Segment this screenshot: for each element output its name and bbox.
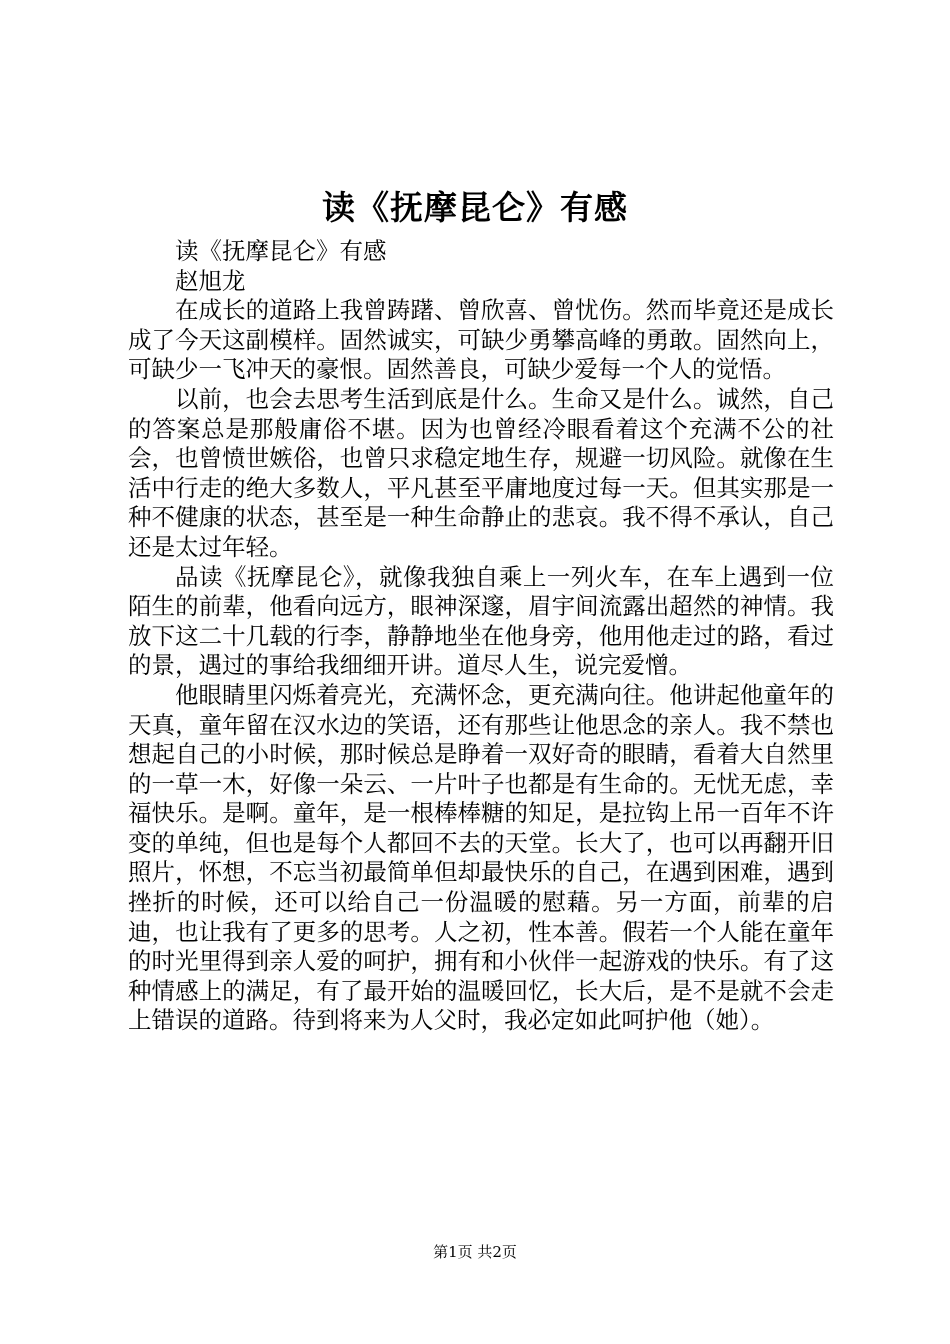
document-body — [128, 237, 834, 1036]
subtitle-line: 读《抚摩昆仑》有感 — [175, 237, 387, 265]
document-title: 读《抚摩昆仑》有感 — [322, 188, 628, 227]
paragraph-2: 以前，也会去思考生活到底是什么。生命又是什么。诚然，自己的答案总是那般庸俗不堪。因为也曾经冷眼看着这个充满不公的社会，也曾愤世嫉俗，也曾只求稳定地生存，规避一切风险。就像在生活中行走的绝大多数人，平凡甚至平庸地度过每一天。但其实那是一种不健康的状态，甚至是一种生命静止的悲哀。我不得不承认，自己还是太过年轻。 — [128, 384, 834, 561]
page-footer: 第1页 共2页 — [433, 1243, 517, 1261]
paragraph-4: 他眼睛里闪烁着亮光，充满怀念，更充满向往。他讲起他童年的天真，童年留在汉水边的笑语，还有那些让他思念的亲人。我不禁也想起自己的小时候，那时候总是睁着一双好奇的眼睛，看着大自然里的一草一木，好像一朵云、一片叶子也都是有生命的。无忧无虑，幸福快乐。是啊。童年，是一根棒棒糖的知足，是拉钩上吊一百年不许变的单纯，但也是每个人都回不去的天堂。长大了，也可以再翻开旧照片，怀想，不忘当初最简单但却最快乐的自己，在遇到困难，遇到挫折的时候，还可以给自己一份温暖的慰藉。另一方面，前辈的启迪，也让我有了更多的思考。人之初，性本善。假若一个人能在童年的时光里得到亲人爱的呵护，拥有和小伙伴一起游戏的快乐。有了这种情感上的满足，有了最开始的温暖回忆，长大后，是不是就不会走上错误的道路。待到将来为人父时，我必定如此呵护他（她）。 — [128, 680, 834, 1035]
paragraph-1: 在成长的道路上我曾踌躇、曾欣喜、曾忧伤。然而毕竟还是成长成了今天这副模样。固然诚实，可缺少勇攀高峰的勇敢。固然向上，可缺少一飞冲天的豪恨。固然善良，可缺少爱每一个人的觉悟。 — [128, 296, 834, 384]
author-line: 赵旭龙 — [175, 266, 246, 295]
paragraph-3: 品读《抚摩昆仑》，就像我独自乘上一列火车，在车上遇到一位陌生的前辈，他看向远方，眼神深邃，眉宇间流露出超然的神情。我放下这二十几载的行李，静静地坐在他身旁，他用他走过的路，看过的景，遇过的事给我细细开讲。道尽人生，说完爱憎。 — [128, 562, 834, 680]
